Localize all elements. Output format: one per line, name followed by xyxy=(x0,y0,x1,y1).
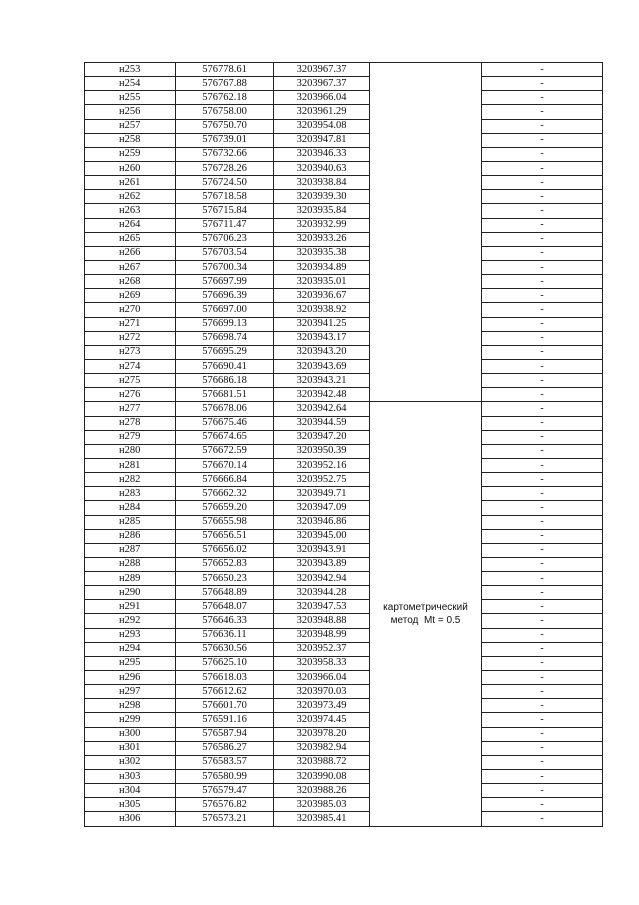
y-coordinate-cell: 3203943.89 xyxy=(274,557,370,571)
accuracy-cell: - xyxy=(482,458,603,472)
x-coordinate-cell: 576718.58 xyxy=(176,190,274,204)
x-coordinate-cell: 576767.88 xyxy=(176,77,274,91)
point-id-cell: н303 xyxy=(85,770,176,784)
point-id-cell: н285 xyxy=(85,515,176,529)
table-row xyxy=(85,374,603,388)
table-row xyxy=(85,713,603,727)
y-coordinate-cell: 3203985.41 xyxy=(274,812,370,826)
table-row xyxy=(85,741,603,755)
x-coordinate-cell: 576576.82 xyxy=(176,798,274,812)
table-row xyxy=(85,501,603,515)
x-coordinate-cell: 576758.00 xyxy=(176,105,274,119)
x-coordinate-cell: 576732.66 xyxy=(176,147,274,161)
table-row xyxy=(85,63,603,77)
point-id-cell: н289 xyxy=(85,572,176,586)
accuracy-cell: - xyxy=(482,105,603,119)
y-coordinate-cell: 3203943.21 xyxy=(274,374,370,388)
y-coordinate-cell: 3203988.72 xyxy=(274,755,370,769)
table-row xyxy=(85,600,603,614)
table-row xyxy=(85,246,603,260)
y-coordinate-cell: 3203935.01 xyxy=(274,275,370,289)
y-coordinate-cell: 3203946.33 xyxy=(274,147,370,161)
table-row xyxy=(85,614,603,628)
accuracy-cell: - xyxy=(482,388,603,402)
accuracy-cell: - xyxy=(482,345,603,359)
method-label-line2: метод Mt = 0.5 xyxy=(390,614,461,626)
accuracy-cell: - xyxy=(482,176,603,190)
x-coordinate-cell: 576662.32 xyxy=(176,487,274,501)
y-coordinate-cell: 3203990.08 xyxy=(274,770,370,784)
point-id-cell: н272 xyxy=(85,331,176,345)
y-coordinate-cell: 3203947.81 xyxy=(274,133,370,147)
accuracy-cell: - xyxy=(482,331,603,345)
x-coordinate-cell: 576618.03 xyxy=(176,671,274,685)
accuracy-cell: - xyxy=(482,260,603,274)
table-row xyxy=(85,345,603,359)
point-id-cell: н304 xyxy=(85,784,176,798)
x-coordinate-cell: 576625.10 xyxy=(176,656,274,670)
point-id-cell: н290 xyxy=(85,586,176,600)
y-coordinate-cell: 3203941.25 xyxy=(274,317,370,331)
y-coordinate-cell: 3203938.84 xyxy=(274,176,370,190)
table-row xyxy=(85,91,603,105)
accuracy-cell: - xyxy=(482,402,603,416)
x-coordinate-cell: 576686.18 xyxy=(176,374,274,388)
x-coordinate-cell: 576652.83 xyxy=(176,557,274,571)
accuracy-cell: - xyxy=(482,444,603,458)
point-id-cell: н262 xyxy=(85,190,176,204)
table-row xyxy=(85,204,603,218)
x-coordinate-cell: 576659.20 xyxy=(176,501,274,515)
y-coordinate-cell: 3203988.26 xyxy=(274,784,370,798)
y-coordinate-cell: 3203933.26 xyxy=(274,232,370,246)
y-coordinate-cell: 3203978.20 xyxy=(274,727,370,741)
x-coordinate-cell: 576573.21 xyxy=(176,812,274,826)
table-row xyxy=(85,176,603,190)
accuracy-cell: - xyxy=(482,430,603,444)
y-coordinate-cell: 3203939.30 xyxy=(274,190,370,204)
table-row xyxy=(85,543,603,557)
accuracy-cell: - xyxy=(482,755,603,769)
x-coordinate-cell: 576656.51 xyxy=(176,529,274,543)
x-coordinate-cell: 576580.99 xyxy=(176,770,274,784)
table-row xyxy=(85,161,603,175)
table-row xyxy=(85,416,603,430)
accuracy-cell: - xyxy=(482,812,603,826)
point-id-cell: н259 xyxy=(85,147,176,161)
x-coordinate-cell: 576674.65 xyxy=(176,430,274,444)
point-id-cell: н265 xyxy=(85,232,176,246)
table-row xyxy=(85,755,603,769)
point-id-cell: н306 xyxy=(85,812,176,826)
x-coordinate-cell: 576695.29 xyxy=(176,345,274,359)
y-coordinate-cell: 3203935.38 xyxy=(274,246,370,260)
y-coordinate-cell: 3203985.03 xyxy=(274,798,370,812)
y-coordinate-cell: 3203961.29 xyxy=(274,105,370,119)
y-coordinate-cell: 3203967.37 xyxy=(274,63,370,77)
y-coordinate-cell: 3203949.71 xyxy=(274,487,370,501)
x-coordinate-cell: 576672.59 xyxy=(176,444,274,458)
point-id-cell: н286 xyxy=(85,529,176,543)
point-id-cell: н271 xyxy=(85,317,176,331)
accuracy-cell: - xyxy=(482,133,603,147)
table-row xyxy=(85,628,603,642)
accuracy-cell: - xyxy=(482,204,603,218)
point-id-cell: н300 xyxy=(85,727,176,741)
y-coordinate-cell: 3203942.64 xyxy=(274,402,370,416)
accuracy-cell: - xyxy=(482,671,603,685)
y-coordinate-cell: 3203952.75 xyxy=(274,473,370,487)
x-coordinate-cell: 576646.33 xyxy=(176,614,274,628)
x-coordinate-cell: 576697.99 xyxy=(176,275,274,289)
table-row xyxy=(85,402,603,416)
y-coordinate-cell: 3203973.49 xyxy=(274,699,370,713)
x-coordinate-cell: 576636.11 xyxy=(176,628,274,642)
point-id-cell: н291 xyxy=(85,600,176,614)
table-row xyxy=(85,458,603,472)
x-coordinate-cell: 576728.26 xyxy=(176,161,274,175)
accuracy-cell: - xyxy=(482,232,603,246)
accuracy-cell: - xyxy=(482,275,603,289)
y-coordinate-cell: 3203944.59 xyxy=(274,416,370,430)
point-id-cell: н293 xyxy=(85,628,176,642)
point-id-cell: н275 xyxy=(85,374,176,388)
table-row xyxy=(85,642,603,656)
y-coordinate-cell: 3203943.69 xyxy=(274,359,370,373)
y-coordinate-cell: 3203943.20 xyxy=(274,345,370,359)
table-row xyxy=(85,232,603,246)
y-coordinate-cell: 3203944.28 xyxy=(274,586,370,600)
x-coordinate-cell: 576762.18 xyxy=(176,91,274,105)
table-row xyxy=(85,359,603,373)
accuracy-cell: - xyxy=(482,246,603,260)
x-coordinate-cell: 576648.89 xyxy=(176,586,274,600)
x-coordinate-cell: 576750.70 xyxy=(176,119,274,133)
x-coordinate-cell: 576697.00 xyxy=(176,303,274,317)
accuracy-cell: - xyxy=(482,515,603,529)
point-id-cell: н264 xyxy=(85,218,176,232)
point-id-cell: н277 xyxy=(85,402,176,416)
point-id-cell: н283 xyxy=(85,487,176,501)
y-coordinate-cell: 3203952.37 xyxy=(274,642,370,656)
accuracy-cell: - xyxy=(482,317,603,331)
accuracy-cell: - xyxy=(482,656,603,670)
y-coordinate-cell: 3203943.17 xyxy=(274,331,370,345)
x-coordinate-cell: 576739.01 xyxy=(176,133,274,147)
point-id-cell: н295 xyxy=(85,656,176,670)
y-coordinate-cell: 3203966.04 xyxy=(274,91,370,105)
y-coordinate-cell: 3203947.20 xyxy=(274,430,370,444)
accuracy-cell: - xyxy=(482,190,603,204)
point-id-cell: н279 xyxy=(85,430,176,444)
point-id-cell: н269 xyxy=(85,289,176,303)
point-id-cell: н282 xyxy=(85,473,176,487)
x-coordinate-cell: 576778.61 xyxy=(176,63,274,77)
x-coordinate-cell: 576696.39 xyxy=(176,289,274,303)
y-coordinate-cell: 3203974.45 xyxy=(274,713,370,727)
table-row xyxy=(85,331,603,345)
y-coordinate-cell: 3203952.16 xyxy=(274,458,370,472)
point-id-cell: н255 xyxy=(85,91,176,105)
accuracy-cell: - xyxy=(482,501,603,515)
accuracy-cell: - xyxy=(482,487,603,501)
x-coordinate-cell: 576724.50 xyxy=(176,176,274,190)
point-id-cell: н301 xyxy=(85,741,176,755)
coordinates-table-body xyxy=(85,63,603,827)
table-row xyxy=(85,77,603,91)
point-id-cell: н260 xyxy=(85,161,176,175)
table-row xyxy=(85,656,603,670)
point-id-cell: н261 xyxy=(85,176,176,190)
table-row xyxy=(85,487,603,501)
point-id-cell: н256 xyxy=(85,105,176,119)
x-coordinate-cell: 576586.27 xyxy=(176,741,274,755)
point-id-cell: н292 xyxy=(85,614,176,628)
method-cell-upper xyxy=(370,63,482,402)
y-coordinate-cell: 3203940.63 xyxy=(274,161,370,175)
x-coordinate-cell: 576650.23 xyxy=(176,572,274,586)
point-id-cell: н298 xyxy=(85,699,176,713)
point-id-cell: н305 xyxy=(85,798,176,812)
x-coordinate-cell: 576690.41 xyxy=(176,359,274,373)
point-id-cell: н296 xyxy=(85,671,176,685)
accuracy-cell: - xyxy=(482,727,603,741)
accuracy-cell: - xyxy=(482,473,603,487)
table-row xyxy=(85,190,603,204)
point-id-cell: н267 xyxy=(85,260,176,274)
point-id-cell: н263 xyxy=(85,204,176,218)
accuracy-cell: - xyxy=(482,572,603,586)
point-id-cell: н276 xyxy=(85,388,176,402)
method-label-line1: картометрический xyxy=(383,601,468,613)
x-coordinate-cell: 576591.16 xyxy=(176,713,274,727)
y-coordinate-cell: 3203948.99 xyxy=(274,628,370,642)
y-coordinate-cell: 3203982.94 xyxy=(274,741,370,755)
x-coordinate-cell: 576656.02 xyxy=(176,543,274,557)
point-id-cell: н273 xyxy=(85,345,176,359)
point-id-cell: н274 xyxy=(85,359,176,373)
accuracy-cell: - xyxy=(482,741,603,755)
table-row xyxy=(85,770,603,784)
table-row xyxy=(85,303,603,317)
accuracy-cell: - xyxy=(482,770,603,784)
x-coordinate-cell: 576666.84 xyxy=(176,473,274,487)
x-coordinate-cell: 576706.23 xyxy=(176,232,274,246)
y-coordinate-cell: 3203942.48 xyxy=(274,388,370,402)
accuracy-cell: - xyxy=(482,147,603,161)
accuracy-cell: - xyxy=(482,91,603,105)
x-coordinate-cell: 576612.62 xyxy=(176,685,274,699)
point-id-cell: н253 xyxy=(85,63,176,77)
y-coordinate-cell: 3203958.33 xyxy=(274,656,370,670)
point-id-cell: н254 xyxy=(85,77,176,91)
accuracy-cell: - xyxy=(482,374,603,388)
point-id-cell: н270 xyxy=(85,303,176,317)
accuracy-cell: - xyxy=(482,161,603,175)
accuracy-cell: - xyxy=(482,628,603,642)
x-coordinate-cell: 576579.47 xyxy=(176,784,274,798)
accuracy-cell: - xyxy=(482,642,603,656)
x-coordinate-cell: 576711.47 xyxy=(176,218,274,232)
point-id-cell: н297 xyxy=(85,685,176,699)
point-id-cell: н257 xyxy=(85,119,176,133)
accuracy-cell: - xyxy=(482,699,603,713)
point-id-cell: н299 xyxy=(85,713,176,727)
x-coordinate-cell: 576678.06 xyxy=(176,402,274,416)
table-row xyxy=(85,473,603,487)
table-row xyxy=(85,671,603,685)
accuracy-cell: - xyxy=(482,529,603,543)
accuracy-cell: - xyxy=(482,289,603,303)
y-coordinate-cell: 3203947.53 xyxy=(274,600,370,614)
point-id-cell: н280 xyxy=(85,444,176,458)
y-coordinate-cell: 3203932.99 xyxy=(274,218,370,232)
y-coordinate-cell: 3203950.39 xyxy=(274,444,370,458)
y-coordinate-cell: 3203945.00 xyxy=(274,529,370,543)
y-coordinate-cell: 3203942.94 xyxy=(274,572,370,586)
point-id-cell: н302 xyxy=(85,755,176,769)
accuracy-cell: - xyxy=(482,119,603,133)
table-row xyxy=(85,685,603,699)
x-coordinate-cell: 576681.51 xyxy=(176,388,274,402)
table-row xyxy=(85,218,603,232)
y-coordinate-cell: 3203934.89 xyxy=(274,260,370,274)
accuracy-cell: - xyxy=(482,63,603,77)
table-row xyxy=(85,105,603,119)
table-row xyxy=(85,586,603,600)
x-coordinate-cell: 576715.84 xyxy=(176,204,274,218)
accuracy-cell: - xyxy=(482,218,603,232)
y-coordinate-cell: 3203948.88 xyxy=(274,614,370,628)
x-coordinate-cell: 576675.46 xyxy=(176,416,274,430)
y-coordinate-cell: 3203966.04 xyxy=(274,671,370,685)
accuracy-cell: - xyxy=(482,685,603,699)
accuracy-cell: - xyxy=(482,600,603,614)
table-row xyxy=(85,388,603,402)
coordinates-table xyxy=(84,62,603,827)
point-id-cell: н268 xyxy=(85,275,176,289)
point-id-cell: н258 xyxy=(85,133,176,147)
y-coordinate-cell: 3203970.03 xyxy=(274,685,370,699)
table-row xyxy=(85,812,603,826)
y-coordinate-cell: 3203935.84 xyxy=(274,204,370,218)
accuracy-cell: - xyxy=(482,557,603,571)
point-id-cell: н284 xyxy=(85,501,176,515)
accuracy-cell: - xyxy=(482,416,603,430)
table-row xyxy=(85,572,603,586)
accuracy-cell: - xyxy=(482,77,603,91)
x-coordinate-cell: 576583.57 xyxy=(176,755,274,769)
x-coordinate-cell: 576648.07 xyxy=(176,600,274,614)
table-row xyxy=(85,133,603,147)
x-coordinate-cell: 576601.70 xyxy=(176,699,274,713)
table-row xyxy=(85,727,603,741)
y-coordinate-cell: 3203936.67 xyxy=(274,289,370,303)
accuracy-cell: - xyxy=(482,359,603,373)
x-coordinate-cell: 576587.94 xyxy=(176,727,274,741)
y-coordinate-cell: 3203954.08 xyxy=(274,119,370,133)
point-id-cell: н278 xyxy=(85,416,176,430)
y-coordinate-cell: 3203947.09 xyxy=(274,501,370,515)
table-row xyxy=(85,784,603,798)
table-row xyxy=(85,798,603,812)
x-coordinate-cell: 576703.54 xyxy=(176,246,274,260)
table-row xyxy=(85,119,603,133)
table-row xyxy=(85,557,603,571)
point-id-cell: н266 xyxy=(85,246,176,260)
accuracy-cell: - xyxy=(482,784,603,798)
method-cell-lower xyxy=(370,402,482,826)
table-row xyxy=(85,289,603,303)
table-row xyxy=(85,275,603,289)
point-id-cell: н288 xyxy=(85,557,176,571)
point-id-cell: н281 xyxy=(85,458,176,472)
point-id-cell: н287 xyxy=(85,543,176,557)
y-coordinate-cell: 3203946.86 xyxy=(274,515,370,529)
x-coordinate-cell: 576630.56 xyxy=(176,642,274,656)
table-row xyxy=(85,317,603,331)
table-row xyxy=(85,147,603,161)
accuracy-cell: - xyxy=(482,543,603,557)
x-coordinate-cell: 576670.14 xyxy=(176,458,274,472)
x-coordinate-cell: 576699.13 xyxy=(176,317,274,331)
table-row xyxy=(85,515,603,529)
accuracy-cell: - xyxy=(482,303,603,317)
y-coordinate-cell: 3203943.91 xyxy=(274,543,370,557)
accuracy-cell: - xyxy=(482,798,603,812)
coordinates-table-sheet xyxy=(84,62,602,827)
table-row xyxy=(85,699,603,713)
accuracy-cell: - xyxy=(482,713,603,727)
accuracy-cell: - xyxy=(482,586,603,600)
y-coordinate-cell: 3203967.37 xyxy=(274,77,370,91)
table-row xyxy=(85,444,603,458)
table-row xyxy=(85,430,603,444)
x-coordinate-cell: 576700.34 xyxy=(176,260,274,274)
table-row xyxy=(85,260,603,274)
point-id-cell: н294 xyxy=(85,642,176,656)
x-coordinate-cell: 576698.74 xyxy=(176,331,274,345)
x-coordinate-cell: 576655.98 xyxy=(176,515,274,529)
y-coordinate-cell: 3203938.92 xyxy=(274,303,370,317)
table-row xyxy=(85,529,603,543)
accuracy-cell: - xyxy=(482,614,603,628)
